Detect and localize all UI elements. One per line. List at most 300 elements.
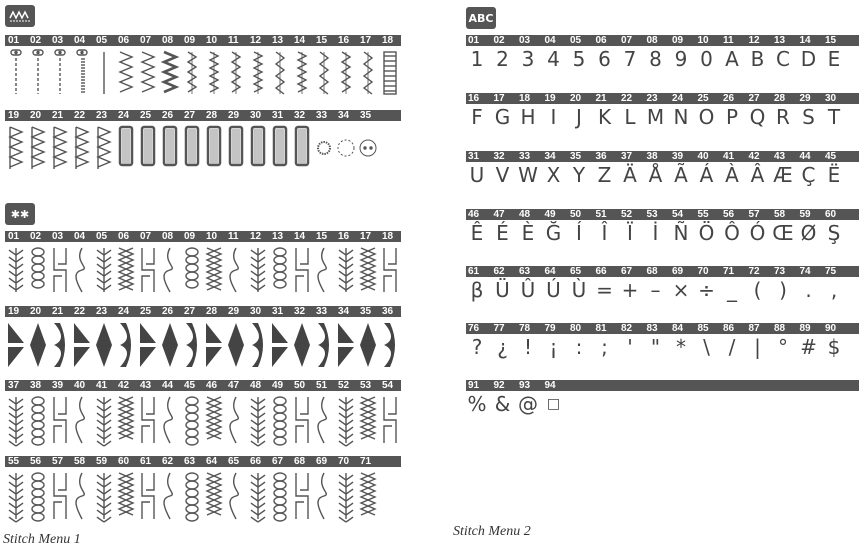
stitch-number: 12 — [748, 35, 760, 46]
stitch-number: 83 — [646, 323, 658, 334]
stitch-pattern-icon — [72, 469, 92, 523]
stitch-pattern-icon — [116, 244, 136, 296]
stitch-number: 32 — [294, 306, 306, 317]
stitch-number: 35 — [360, 110, 372, 121]
stitch-number: 50 — [570, 209, 582, 220]
stitch-number: 51 — [316, 380, 328, 391]
alphabet-stitch-glyph: 8 — [649, 47, 662, 71]
stitch-pattern-icon — [336, 469, 356, 523]
stitch-number: 79 — [544, 323, 556, 334]
decorative-stitch-row-2 — [5, 319, 401, 371]
stitch-number: 05 — [570, 35, 582, 46]
stitch-number: 15 — [825, 35, 837, 46]
stitch-pattern-icon — [160, 469, 180, 523]
stitch-number: 17 — [360, 231, 372, 242]
stitch-number: 11 — [228, 231, 239, 242]
alphabet-stitch-glyph: 9 — [674, 47, 688, 71]
stitch-pattern-icon — [50, 393, 70, 447]
stitch-number: 01 — [8, 231, 20, 242]
stitch-pattern-icon — [182, 244, 202, 296]
stitch-number: 75 — [825, 266, 837, 277]
abc-icon-label: ABC — [468, 11, 494, 25]
stitch-number: 36 — [382, 306, 394, 317]
alphabet-stitch-glyph: Â — [750, 163, 765, 187]
alphabet-number-bar — [466, 323, 859, 334]
stitch-pattern-icon — [204, 123, 224, 173]
stitch-number: 21 — [52, 306, 64, 317]
stitch-pattern-icon — [358, 393, 378, 447]
stitch-pattern-icon — [226, 123, 246, 173]
stitch-number: 17 — [493, 93, 505, 104]
alphabet-stitch-glyph: W — [518, 163, 538, 187]
stitch-number: 70 — [697, 266, 709, 277]
alphabet-stitch-glyph: / — [728, 335, 736, 359]
alphabet-stitch-glyph: _ — [727, 278, 737, 302]
stitch-number: 84 — [672, 323, 684, 334]
stitch-number: 91 — [468, 380, 480, 391]
alphabet-stitch-glyph: ¡ — [549, 335, 558, 359]
stitch-pattern-icon — [358, 319, 378, 371]
stitch-pattern-icon — [248, 48, 268, 98]
stitch-number: 11 — [228, 35, 239, 46]
stitch-number: 23 — [96, 110, 108, 121]
alphabet-stitch-glyph: | — [754, 335, 761, 359]
stitch-number: 01 — [468, 35, 480, 46]
stitch-number: 29 — [228, 110, 240, 121]
stitch-pattern-icon — [50, 469, 70, 523]
stitch-pattern-icon — [72, 319, 92, 371]
alphabet-stitch-glyph: Ø — [800, 221, 817, 245]
alphabet-stitch-glyph: 3 — [521, 47, 535, 71]
stitch-number: 67 — [621, 266, 633, 277]
stitch-number: 35 — [360, 306, 372, 317]
stitch-pattern-icon — [94, 244, 114, 296]
stitch-number: 28 — [206, 110, 218, 121]
alphabet-stitch-glyph: F — [471, 105, 483, 129]
alphabet-stitch-glyph: Í — [576, 221, 582, 245]
stitch-number: 59 — [799, 209, 811, 220]
stitch-pattern-icon — [182, 469, 202, 523]
stitch-number: 47 — [493, 209, 505, 220]
stitch-pattern-icon — [72, 48, 92, 98]
alphabet-glyph-row — [466, 46, 859, 72]
stitch-number: 50 — [294, 380, 306, 391]
alphabet-stitch-glyph: À — [725, 163, 739, 187]
stitch-pattern-icon — [270, 123, 290, 173]
stitch-number: 16 — [468, 93, 480, 104]
stitch-number: 52 — [338, 380, 350, 391]
stitch-pattern-icon — [336, 244, 356, 296]
stitch-number: 70 — [338, 456, 350, 467]
stitch-number: 48 — [519, 209, 531, 220]
stitch-number: 17 — [360, 35, 372, 46]
stitch-number: 43 — [140, 380, 152, 391]
stitch-number: 33 — [316, 110, 328, 121]
alphabet-number-bar — [466, 209, 859, 220]
stitch-number: 23 — [646, 93, 658, 104]
stitch-number: 71 — [360, 456, 372, 467]
stitch-pattern-icon — [226, 48, 246, 98]
stitch-number: 63 — [184, 456, 196, 467]
stitch-number: 27 — [748, 93, 760, 104]
stitch-pattern-icon — [116, 48, 136, 98]
stitch-number: 34 — [338, 306, 350, 317]
alphabet-stitch-glyph: ? — [471, 335, 483, 359]
stitch-pattern-icon — [182, 48, 202, 98]
stitch-number: 14 — [294, 35, 306, 46]
stitch-number: 20 — [30, 110, 42, 121]
alphabet-stitch-glyph: Ô — [724, 221, 740, 245]
stitch-pattern-icon — [226, 393, 246, 447]
stitch-number: 78 — [519, 323, 531, 334]
stitch-number: 18 — [382, 35, 394, 46]
alphabet-stitch-glyph: 0 — [700, 47, 713, 71]
alphabet-stitch-glyph: Î — [601, 221, 608, 245]
stitch-number: 40 — [697, 151, 709, 162]
stitch-pattern-icon — [336, 48, 356, 98]
stitch-pattern-icon — [292, 469, 312, 523]
stitch-number: 04 — [74, 231, 86, 242]
stitch-pattern-icon — [270, 244, 290, 296]
stitch-pattern-icon — [358, 244, 378, 296]
alphabet-number-bar — [466, 35, 859, 46]
stitch-pattern-icon — [28, 469, 48, 523]
stitch-pattern-icon — [116, 123, 136, 173]
alphabet-stitch-glyph: ' — [627, 335, 633, 359]
stitch-number: 52 — [621, 209, 633, 220]
stitch-number: 65 — [570, 266, 582, 277]
alphabet-stitch-glyph: T — [827, 105, 841, 129]
stitch-number: 42 — [118, 380, 130, 391]
alphabet-stitch-glyph: Ë — [827, 163, 841, 187]
stitch-number: 36 — [595, 151, 607, 162]
stitch-pattern-icon — [116, 469, 136, 523]
stitch-number: 34 — [544, 151, 556, 162]
stitch-number: 54 — [382, 380, 394, 391]
stitch-pattern-icon — [358, 123, 378, 173]
stitch-pattern-icon — [50, 123, 70, 173]
stitch-number: 56 — [723, 209, 735, 220]
alphabet-stitch-glyph: 1 — [470, 47, 484, 71]
stitch-pattern-icon — [72, 244, 92, 296]
alphabet-stitch-glyph: K — [597, 105, 612, 129]
alphabet-stitch-glyph: U — [469, 163, 485, 187]
stitch-pattern-icon — [314, 393, 334, 447]
stitch-number: 25 — [140, 306, 152, 317]
stitch-number: 94 — [544, 380, 556, 391]
stitch-number: 37 — [8, 380, 20, 391]
stitch-pattern-icon — [248, 393, 268, 447]
stitch-pattern-icon — [160, 123, 180, 173]
stitch-number: 30 — [250, 306, 262, 317]
alphabet-stitch-glyph: Û — [520, 278, 536, 302]
stitch-number: 66 — [595, 266, 607, 277]
stitch-pattern-icon — [270, 48, 290, 98]
stitch-number: 48 — [250, 380, 262, 391]
stitch-pattern-icon — [204, 319, 224, 371]
stitch-number: 74 — [799, 266, 811, 277]
stitch-number: 85 — [697, 323, 709, 334]
stitch-pattern-icon — [6, 48, 26, 98]
alphabet-stitch-glyph: È — [521, 221, 535, 245]
stitch-number: 13 — [774, 35, 786, 46]
stitch-number: 38 — [30, 380, 42, 391]
alphabet-stitch-glyph: A — [725, 47, 739, 71]
stitch-number: 87 — [748, 323, 760, 334]
stitch-number: 58 — [774, 209, 786, 220]
stitch-number: 86 — [723, 323, 735, 334]
stitch-number: 23 — [96, 306, 108, 317]
alphabet-stitch-glyph: D — [800, 47, 817, 71]
stitch-number: 64 — [206, 456, 218, 467]
stitch-pattern-icon — [292, 48, 312, 98]
stitch-pattern-icon — [358, 48, 378, 98]
alphabet-menu-icon — [466, 7, 496, 29]
stitch-number: 53 — [360, 380, 372, 391]
alphabet-glyph-row — [466, 391, 859, 417]
stitch-number: 22 — [621, 93, 633, 104]
stitch-number: 47 — [228, 380, 240, 391]
stitch-pattern-icon — [6, 244, 26, 296]
stitch-pattern-icon — [248, 123, 268, 173]
stitch-number: 88 — [774, 323, 786, 334]
stitch-number: 21 — [52, 110, 64, 121]
alphabet-stitch-glyph: Ú — [546, 278, 561, 302]
alphabet-stitch-glyph: . — [805, 278, 812, 302]
alphabet-glyph-row — [466, 162, 859, 188]
stitch-pattern-icon — [380, 319, 400, 371]
stitch-number: 43 — [774, 151, 786, 162]
alphabet-stitch-glyph: = — [596, 278, 613, 302]
stitch-number: 31 — [272, 110, 284, 121]
stitch-number: 29 — [799, 93, 811, 104]
stitch-pattern-icon — [138, 319, 158, 371]
utility-stitch-row-1 — [5, 48, 401, 98]
stitch-number: 55 — [697, 209, 709, 220]
alphabet-stitch-glyph: I — [550, 105, 557, 129]
stitch-number: 06 — [118, 231, 130, 242]
stitch-number: 45 — [825, 151, 837, 162]
stitch-pattern-icon — [248, 319, 268, 371]
alphabet-number-bar — [466, 151, 859, 162]
stitch-menu-1-caption: Stitch Menu 1 — [3, 532, 81, 547]
alphabet-stitch-glyph: Ä — [623, 163, 637, 187]
stitch-number: 10 — [206, 231, 218, 242]
alphabet-stitch-glyph: @ — [518, 392, 538, 416]
stitch-number: 18 — [519, 93, 531, 104]
alphabet-stitch-glyph: , — [830, 278, 838, 302]
stitch-number: 61 — [468, 266, 480, 277]
stitch-number: 92 — [493, 380, 505, 391]
stitch-number: 37 — [621, 151, 633, 162]
stitch-number: 06 — [595, 35, 607, 46]
stitch-number: 93 — [519, 380, 531, 391]
alphabet-stitch-glyph: Å — [648, 163, 663, 187]
stitch-number: 27 — [184, 110, 196, 121]
alphabet-stitch-glyph: % — [467, 392, 487, 416]
stitch-number: 62 — [162, 456, 174, 467]
stitch-number: 41 — [96, 380, 108, 391]
stitch-number: 32 — [294, 110, 306, 121]
alphabet-stitch-glyph: P — [725, 105, 739, 129]
alphabet-stitch-glyph: R — [776, 105, 790, 129]
stitch-pattern-icon — [204, 48, 224, 98]
stitch-pattern-icon — [182, 393, 202, 447]
stitch-number: 60 — [825, 209, 837, 220]
stitch-pattern-icon — [314, 244, 334, 296]
stitch-pattern-icon — [292, 123, 312, 173]
stitch-number: 41 — [723, 151, 735, 162]
alphabet-stitch-glyph: O — [698, 105, 715, 129]
stitch-pattern-icon — [248, 244, 268, 296]
stitch-pattern-icon — [160, 393, 180, 447]
stitch-number: 65 — [228, 456, 240, 467]
stitch-number: 46 — [206, 380, 218, 391]
alphabet-stitch-glyph: Q — [749, 105, 766, 129]
alphabet-stitch-glyph: * — [676, 335, 686, 359]
stitch-number: 49 — [272, 380, 284, 391]
stitch-number: 35 — [570, 151, 582, 162]
stitch-number: 28 — [774, 93, 786, 104]
stitch-number: 77 — [493, 323, 505, 334]
stitch-number: 62 — [493, 266, 505, 277]
stitch-pattern-icon — [138, 244, 158, 296]
stitch-number: 39 — [672, 151, 684, 162]
stitch-number: 07 — [140, 35, 152, 46]
stitch-pattern-icon — [116, 319, 136, 371]
stitch-pattern-icon — [94, 393, 114, 447]
stitch-number: 11 — [723, 35, 734, 46]
stitch-number: 26 — [162, 110, 174, 121]
stitch-pattern-icon — [50, 319, 70, 371]
stitch-number: 51 — [595, 209, 607, 220]
stitch-number: 42 — [748, 151, 760, 162]
alphabet-stitch-glyph: Z — [597, 163, 612, 187]
stitch-number: 33 — [316, 306, 328, 317]
alphabet-stitch-glyph: # — [800, 335, 817, 359]
alphabet-stitch-glyph: " — [650, 335, 661, 359]
alphabet-stitch-glyph: & — [494, 392, 511, 416]
stitch-pattern-icon — [160, 48, 180, 98]
stitch-number: 89 — [799, 323, 811, 334]
stitch-number: 21 — [595, 93, 607, 104]
alphabet-stitch-glyph: 4 — [547, 47, 560, 71]
stitch-pattern-icon — [28, 48, 48, 98]
stitch-pattern-icon — [6, 123, 26, 173]
stitch-number: 30 — [825, 93, 837, 104]
decorative-number-bar-3 — [5, 380, 401, 391]
stitch-number: 20 — [30, 306, 42, 317]
stitch-number: 30 — [250, 110, 262, 121]
stitch-number: 19 — [8, 110, 20, 121]
alphabet-stitch-glyph: V — [495, 163, 510, 187]
stitch-number: 22 — [74, 110, 86, 121]
stitch-number: 04 — [74, 35, 86, 46]
stitch-number: 03 — [52, 231, 64, 242]
stitch-pattern-icon — [336, 319, 356, 371]
alphabet-glyph-row — [466, 104, 859, 130]
stitch-number: 80 — [570, 323, 582, 334]
stitch-number: 34 — [338, 110, 350, 121]
stitch-pattern-icon — [94, 319, 114, 371]
stitch-pattern-icon — [204, 244, 224, 296]
stitch-pattern-icon — [182, 123, 202, 173]
stitch-number: 02 — [493, 35, 505, 46]
alphabet-stitch-glyph: Ş — [827, 221, 841, 245]
stitch-number: 90 — [825, 323, 837, 334]
stitch-pattern-icon — [72, 123, 92, 173]
stitch-number: 58 — [74, 456, 86, 467]
stitch-number: 76 — [468, 323, 480, 334]
alphabet-stitch-glyph: × — [672, 278, 690, 302]
utility-stitch-menu-icon — [5, 5, 35, 27]
alphabet-stitch-glyph: ) — [779, 278, 787, 302]
stitch-number: 25 — [140, 110, 152, 121]
alphabet-stitch-glyph: ÷ — [698, 278, 715, 302]
alphabet-stitch-glyph: N — [673, 105, 689, 129]
stitch-number: 56 — [30, 456, 42, 467]
stitch-pattern-icon — [336, 123, 356, 173]
alphabet-glyph-row — [466, 334, 859, 360]
alphabet-stitch-glyph: H — [520, 105, 536, 129]
stitch-pattern-icon — [138, 123, 158, 173]
alphabet-stitch-glyph: Á — [699, 163, 714, 187]
stitch-pattern-icon — [248, 469, 268, 523]
alphabet-stitch-glyph: İ — [652, 221, 659, 245]
alphabet-glyph-row — [466, 220, 859, 246]
stitch-number: 13 — [272, 35, 284, 46]
stitch-number: 10 — [206, 35, 218, 46]
stitch-pattern-icon — [358, 469, 378, 523]
alphabet-stitch-glyph: X — [546, 163, 561, 187]
stitch-number: 66 — [250, 456, 262, 467]
stitch-number: 19 — [8, 306, 20, 317]
zigzag-stitch-icon — [8, 9, 32, 23]
stitch-pattern-icon — [292, 393, 312, 447]
stitch-number: 26 — [723, 93, 735, 104]
alphabet-stitch-glyph: ; — [601, 335, 608, 359]
alphabet-stitch-glyph: Ã — [674, 163, 688, 187]
stitch-number: 09 — [184, 231, 196, 242]
stitch-number: 82 — [621, 323, 633, 334]
alphabet-stitch-glyph: Œ — [772, 221, 794, 245]
alphabet-stitch-glyph: – — [650, 278, 661, 302]
stitch-number: 14 — [799, 35, 811, 46]
decorative-stitch-menu-icon — [5, 203, 35, 225]
stitch-number: 10 — [697, 35, 709, 46]
stitch-number: 60 — [118, 456, 130, 467]
stitch-number: 69 — [316, 456, 328, 467]
stitch-number: 05 — [96, 231, 108, 242]
stitch-pattern-icon — [138, 48, 158, 98]
stitch-pattern-icon — [292, 244, 312, 296]
stitch-number: 04 — [544, 35, 556, 46]
alphabet-stitch-glyph: Æ — [773, 163, 793, 187]
alphabet-glyph-row — [466, 277, 859, 303]
stitch-pattern-icon — [270, 393, 290, 447]
stitch-pattern-icon — [314, 48, 334, 98]
stitch-number: 12 — [250, 231, 262, 242]
stitch-number: 18 — [382, 231, 394, 242]
stitch-number: 44 — [162, 380, 174, 391]
stitch-pattern-icon — [94, 123, 114, 173]
alphabet-stitch-glyph: S — [802, 105, 815, 129]
stitch-pattern-icon — [160, 319, 180, 371]
stitch-number: 02 — [30, 231, 42, 242]
stitch-number: 38 — [646, 151, 658, 162]
star-stitch-icon: ✱✱ — [10, 207, 30, 221]
decorative-stitch-row-4 — [5, 469, 401, 523]
